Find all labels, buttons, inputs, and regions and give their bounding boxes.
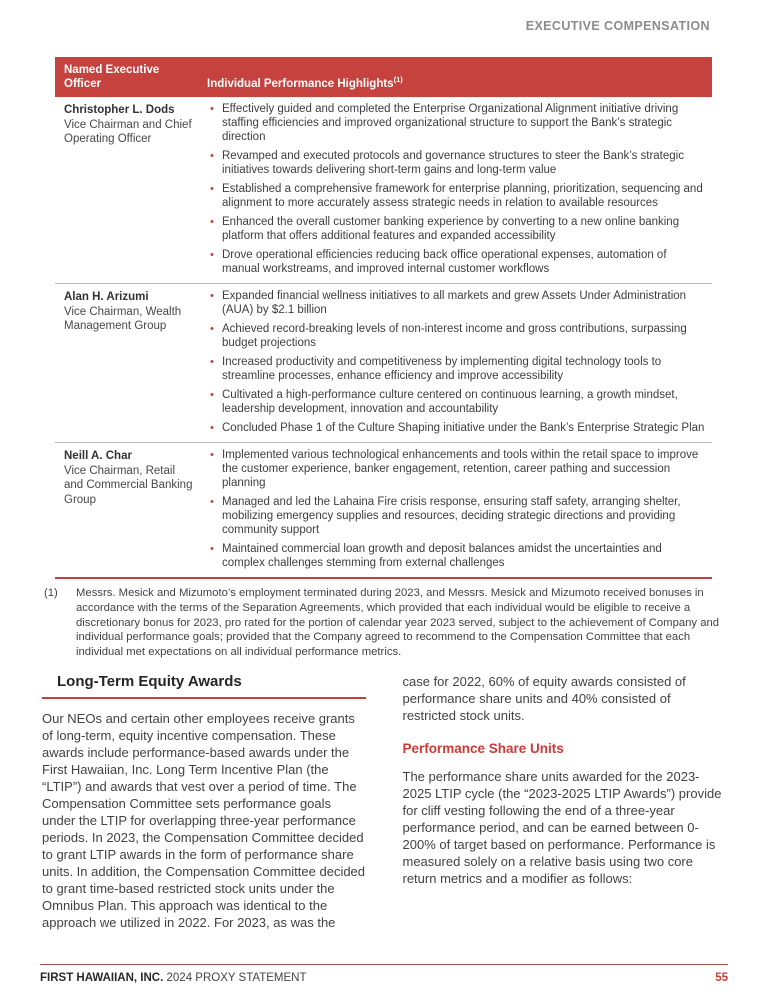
bullet-icon: • <box>210 183 214 195</box>
performance-bullet: • Achieved record-breaking levels of non-interest income and gross contributions, surpassing budget projections <box>207 322 706 350</box>
subsection-heading-performance-share-units: Performance Share Units <box>402 740 564 756</box>
highlights-cell <box>203 448 712 575</box>
neo-name: Neill A. Char <box>64 450 132 462</box>
neo-title: Vice Chairman, Retail and Commercial Banking Group <box>64 464 193 506</box>
neo-name: Alan H. Arizumi <box>64 291 149 303</box>
column-header-performance-highlights: Individual Performance Highlights$^{(1)}$ <box>207 75 403 90</box>
performance-bullet: • Revamped and executed protocols and governance structures to steer the Bank’s strategic initiatives towards delivering short-term gains and long-term value <box>207 149 706 177</box>
performance-bullet: • Increased productivity and competitiveness by implementing digital technology tools to streamline processes, enhance efficiency and improve accessibility <box>207 355 706 383</box>
right-column <box>403 673 727 931</box>
section-heading-long-term-equity-awards: Long-Term Equity Awards <box>42 673 366 699</box>
column-header-named-executive-officer: Named Executive Officer <box>64 64 160 90</box>
bullet-icon: • <box>210 249 214 261</box>
performance-bullet: • Managed and led the Lahaina Fire crisis response, ensuring staff safety, arranging shelter, mobilizing emergency supplies and resources, deciding strategic directions and providing community support <box>207 495 706 537</box>
performance-bullet: • Drove operational efficiencies reducing back office operational expenses, automation of manual workstreams, and improved internal customer workflows <box>207 248 706 276</box>
performance-bullet: • Maintained commercial loan growth and deposit balances amidst the uncertainties and complex challenges stemming from external challenges <box>207 542 706 570</box>
page-footer <box>40 964 728 984</box>
bullet-icon: • <box>210 323 214 335</box>
bullet-icon: • <box>210 496 214 508</box>
left-column <box>42 673 366 931</box>
neo-title: Vice Chairman, Wealth Management Group <box>64 305 182 332</box>
bullet-icon: • <box>210 449 214 461</box>
performance-bullet: • Concluded Phase 1 of the Culture Shaping initiative under the Bank’s Enterprise Strategic Plan <box>207 421 706 435</box>
neo-name-cell <box>55 448 203 575</box>
footnote-reference: (1) <box>393 75 403 85</box>
bullet-icon: • <box>210 422 214 434</box>
page-number: 55 <box>715 972 728 984</box>
neo-name-cell <box>55 102 203 281</box>
bullet-icon: • <box>210 150 214 162</box>
table-row <box>55 442 712 577</box>
highlights-cell <box>203 102 712 281</box>
bullet-icon: • <box>210 103 214 115</box>
footer-document-title: 2024 PROXY STATEMENT <box>166 972 307 984</box>
table-row <box>55 283 712 442</box>
neo-title: Vice Chairman and Chief Operating Officer <box>64 118 192 145</box>
neo-table <box>55 57 712 579</box>
highlights-cell <box>203 289 712 440</box>
performance-bullet: • Effectively guided and completed the Enterprise Organizational Alignment initiative driving staffing efficiencies and improved organizational structure to support the Bank’s strategic direction <box>207 102 706 144</box>
body-paragraph: The performance share units awarded for the 2023-2025 LTIP cycle (the “2023-2025 LTIP Awards”) provide for cliff vesting following the end of a three-year performance period, and can be earned between 0-200% of target based on performance. Performance is measured solely on a relative basis using two core return metrics and a modifier as follows: <box>402 768 722 886</box>
bullet-icon: • <box>210 389 214 401</box>
performance-bullet: • Expanded financial wellness initiatives to all markets and grew Assets Under Administration (AUA) by $2.1 billion <box>207 289 706 317</box>
performance-bullet: • Cultivated a high-performance culture centered on continuous learning, a growth mindset, leadership development, innovation and accountability <box>207 388 706 416</box>
running-header: EXECUTIVE COMPENSATION <box>525 19 710 33</box>
body-paragraph: case for 2022, 60% of equity awards consisted of performance share units and 40% consisted of restricted stock units. <box>402 673 686 723</box>
bullet-icon: • <box>210 356 214 368</box>
two-column-section <box>42 673 726 931</box>
bullet-icon: • <box>210 543 214 555</box>
footnote-text: Messrs. Mesick and Mizumoto’s employment terminated during 2023, and Messrs. Mesick and Mizumoto received bonuses in accordance with the terms of the Separation Agreements, which provided that each individual would be eligible to receive a discretionary bonus for 2023, pro rated for the portion of calendar year 2023 served, subject to the achievement of Company and individual performance goals; provided that the Company agreed to recommend to the Compensation Committee that each individual met expectations on all individual performance metrics. <box>76 587 720 659</box>
footnote-marker: (1) <box>44 587 58 599</box>
bullet-icon: • <box>210 216 214 228</box>
neo-name-cell <box>55 289 203 440</box>
performance-bullet: • Enhanced the overall customer banking experience by converting to a new online banking platform that offers additional features and expanded accessibility <box>207 215 706 243</box>
bullet-icon: • <box>210 290 214 302</box>
performance-bullet: • Established a comprehensive framework for enterprise planning, prioritization, sequencing and alignment to more accurately assess strategic needs in relation to available resources <box>207 182 706 210</box>
table-header-row <box>55 57 712 97</box>
footer-brand <box>40 972 306 984</box>
footnote <box>42 586 730 660</box>
neo-name: Christopher L. Dods <box>64 104 175 116</box>
table-row <box>55 97 712 283</box>
body-paragraph: Our NEOs and certain other employees receive grants of long-term, equity incentive compensation. These awards include performance-based awards under the First Hawaiian, Inc. Long Term Incentive Plan (the “LTIP”) and awards that vest over a period of time. The Compensation Committee sets performance goals under the LTIP for overlapping three-year performance periods. In 2023, the Compensation Committee decided to grant LTIP awards in the form of performance share units. In addition, the Compensation Committee decided to grant time-based restricted stock units under the Omnibus Plan. This approach was identical to the approach we utilized in 2022. For 2023, as was the <box>42 710 366 930</box>
brand-name: FIRST HAWAIIAN, INC. <box>40 972 164 984</box>
performance-bullet: • Implemented various technological enhancements and tools within the retail space to improve the customer experience, banker engagement, retention, career pathing and succession planning <box>207 448 706 490</box>
